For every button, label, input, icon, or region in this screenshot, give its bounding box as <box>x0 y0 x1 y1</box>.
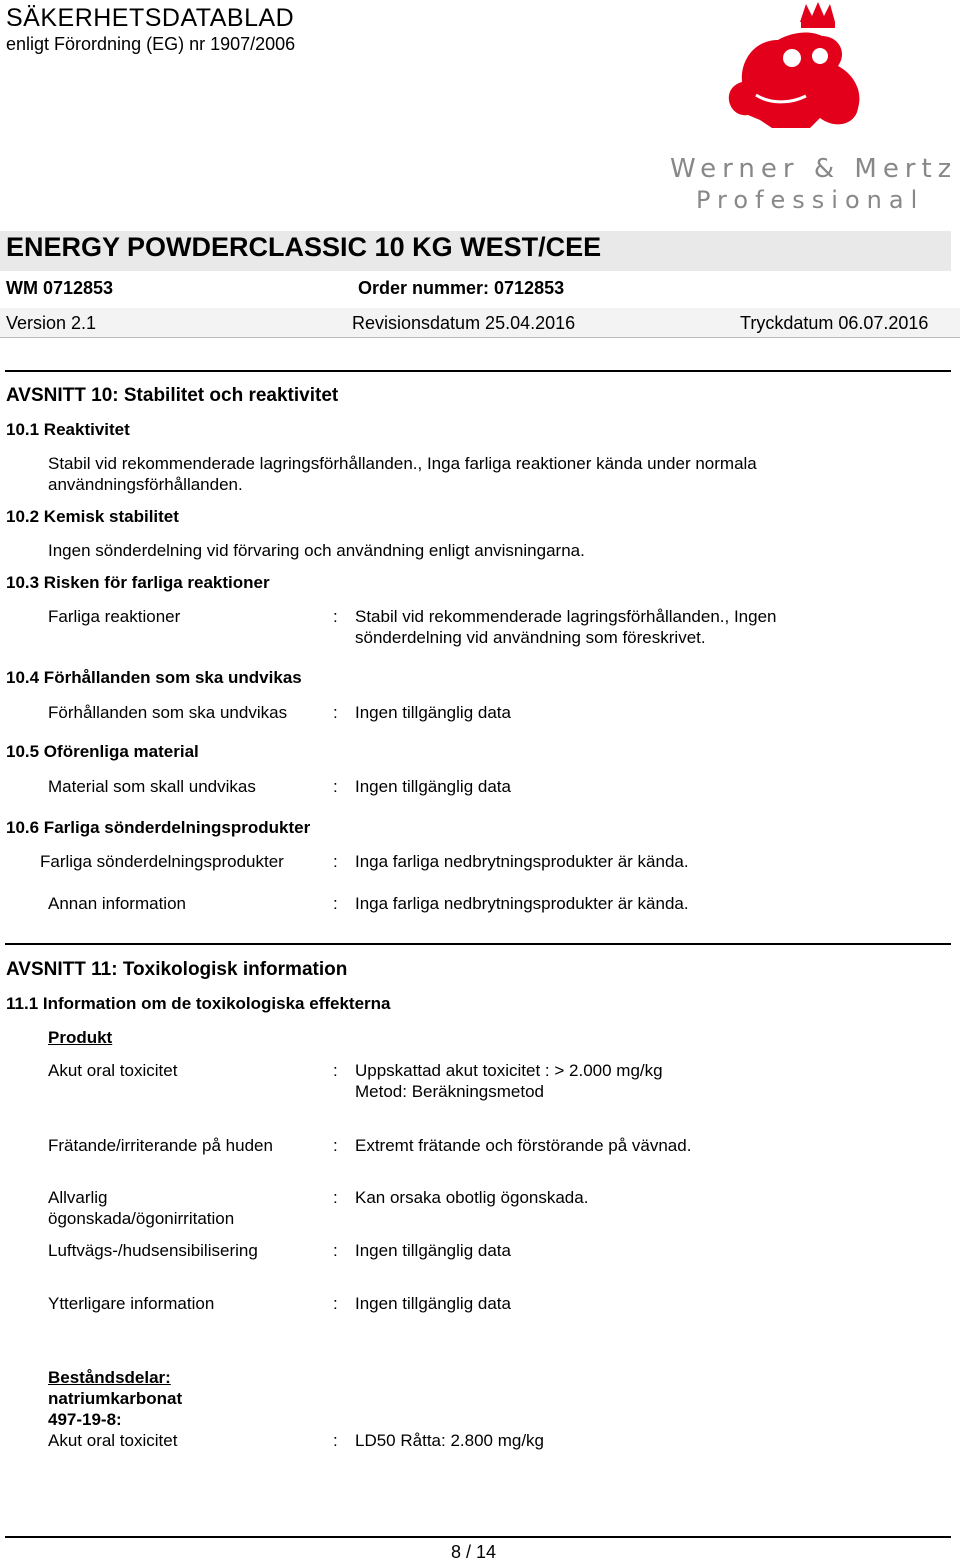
print-date: Tryckdatum 06.07.2016 <box>740 313 929 333</box>
skin-corrosion-label: Frätande/irriterande på huden <box>48 1136 273 1155</box>
materials-to-avoid-value: Ingen tillgänglig data <box>355 777 511 796</box>
sensitisation-label: Luftvägs-/hudsensibilisering <box>48 1241 258 1260</box>
subsection-10-1-title: 10.1 Reaktivitet <box>6 420 130 439</box>
component-acute-oral-value: LD50 Råtta: 2.800 mg/kg <box>355 1431 545 1450</box>
colon: : <box>333 1431 338 1450</box>
further-information-value: Ingen tillgänglig data <box>355 1294 511 1313</box>
svg-text:Professional: Professional <box>696 186 925 214</box>
colon: : <box>333 1061 338 1080</box>
hazardous-reactions-value-line2: sönderdelning vid användning som föreskrivet. <box>355 628 706 647</box>
colon: : <box>333 777 338 796</box>
colon: : <box>333 894 338 913</box>
subsection-11-1-title: 11.1 Information om de toxikologiska effekterna <box>6 994 391 1013</box>
section-divider <box>5 943 951 945</box>
other-information-label: Annan information <box>48 894 186 913</box>
component-acute-oral-label: Akut oral toxicitet <box>48 1431 178 1450</box>
product-name: ENERGY POWDERCLASSIC 10 KG WEST/CEE <box>6 232 602 262</box>
reactivity-text-line2: användningsförhållanden. <box>48 475 243 494</box>
revision-date: Revisionsdatum 25.04.2016 <box>352 313 576 333</box>
subsection-10-2-title: 10.2 Kemisk stabilitet <box>6 507 179 526</box>
page-number: 8 / 14 <box>451 1542 497 1562</box>
subsection-10-3-title: 10.3 Risken för farliga reaktioner <box>6 573 270 592</box>
section-10-title: AVSNITT 10: Stabilitet och reaktivitet <box>6 385 339 406</box>
decomposition-products-label: Farliga sönderdelningsprodukter <box>40 852 284 871</box>
colon: : <box>333 852 338 871</box>
wm-number: WM 0712853 <box>6 278 114 298</box>
components-heading: Beståndsdelar: <box>48 1368 171 1387</box>
colon: : <box>333 1294 338 1313</box>
section-11-title: AVSNITT 11: Toxikologisk information <box>6 959 348 980</box>
document-title: SÄKERHETSDATABLAD <box>6 4 295 32</box>
regulation-subtitle: enligt Förordning (EG) nr 1907/2006 <box>6 34 296 54</box>
acute-oral-toxicity-method: Metod: Beräkningsmetod <box>355 1082 544 1101</box>
eye-damage-label-line1: Allvarlig <box>48 1188 108 1207</box>
order-number: Order nummer: 0712853 <box>358 278 565 298</box>
svg-text:Werner & Mertz: Werner & Mertz <box>670 154 950 184</box>
colon: : <box>333 1241 338 1260</box>
component-cas: 497-19-8: <box>48 1410 122 1429</box>
acute-oral-toxicity-label: Akut oral toxicitet <box>48 1061 178 1080</box>
eye-damage-label-line2: ögonskada/ögonirritation <box>48 1209 235 1228</box>
other-information-value: Inga farliga nedbrytningsprodukter är kända. <box>355 894 689 913</box>
eye-damage-value: Kan orsaka obotlig ögonskada. <box>355 1188 589 1207</box>
werner-mertz-logo <box>660 0 950 215</box>
frog-crown-icon <box>660 0 950 215</box>
section-divider <box>5 370 951 372</box>
materials-to-avoid-label: Material som skall undvikas <box>48 777 256 796</box>
version: Version 2.1 <box>6 313 97 333</box>
conditions-to-avoid-label: Förhållanden som ska undvikas <box>48 703 288 722</box>
footer-divider <box>5 1536 951 1538</box>
acute-oral-toxicity-value: Uppskattad akut toxicitet : > 2.000 mg/kg <box>355 1061 663 1080</box>
product-heading: Produkt <box>48 1028 113 1047</box>
hazardous-reactions-label: Farliga reaktioner <box>48 607 181 626</box>
sensitisation-value: Ingen tillgänglig data <box>355 1241 511 1260</box>
colon: : <box>333 607 338 626</box>
conditions-to-avoid-value: Ingen tillgänglig data <box>355 703 511 722</box>
colon: : <box>333 1136 338 1155</box>
reactivity-text-line1: Stabil vid rekommenderade lagringsförhållanden., Inga farliga reaktioner kända under normala <box>48 454 757 473</box>
subsection-10-5-title: 10.5 Oförenliga material <box>6 742 199 761</box>
subsection-10-4-title: 10.4 Förhållanden som ska undvikas <box>6 668 302 687</box>
skin-corrosion-value: Extremt frätande och förstörande på vävnad. <box>355 1136 692 1155</box>
decomposition-products-value: Inga farliga nedbrytningsprodukter är kända. <box>355 852 689 871</box>
further-information-label: Ytterligare information <box>48 1294 215 1313</box>
component-name: natriumkarbonat <box>48 1389 183 1408</box>
subsection-10-6-title: 10.6 Farliga sönderdelningsprodukter <box>6 818 311 837</box>
colon: : <box>333 703 338 722</box>
colon: : <box>333 1188 338 1207</box>
chemical-stability-text: Ingen sönderdelning vid förvaring och användning enligt anvisningarna. <box>48 541 585 560</box>
hazardous-reactions-value-line1: Stabil vid rekommenderade lagringsförhållanden., Ingen <box>355 607 777 626</box>
